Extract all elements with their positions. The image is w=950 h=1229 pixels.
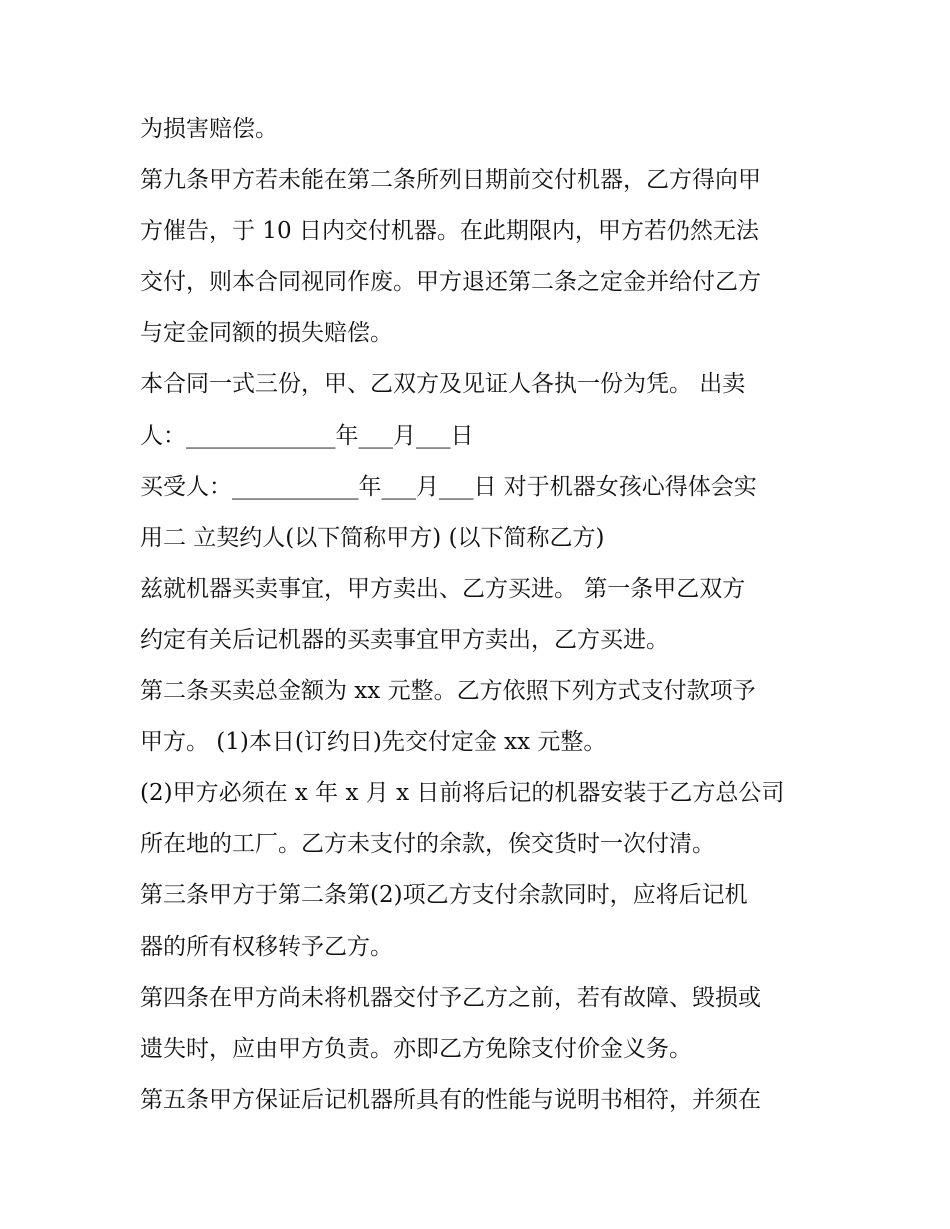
text-line: 甲方。 (1)本日(订约日)先交付定金 xx 元整。: [140, 729, 607, 756]
text-line: 器的所有权移转予乙方。: [140, 933, 393, 960]
text-line: 用二 立契约人(以下简称甲方) (以下简称乙方): [140, 524, 605, 551]
text-line: 兹就机器买卖事宜，甲方卖出、乙方买进。 第一条甲乙双方: [140, 575, 746, 602]
text-line: 第三条甲方于第二条第(2)项乙方支付余款同时，应将后记机: [140, 882, 748, 909]
text-line: 与定金同额的损失赔偿。: [140, 320, 393, 347]
text-line: 所在地的工厂。乙方未支付的余款，俟交货时一次付清。: [140, 831, 715, 858]
text-line: 人：_____________年___月___日: [140, 422, 474, 449]
contract-text: [140, 104, 820, 1126]
text-line: 买受人：___________年___月___日 对于机器女孩心得体会实: [140, 473, 757, 500]
text-line: (2)甲方必须在 x 年 x 月 x 日前将后记的机器安装于乙方总公司: [140, 780, 785, 807]
text-line: 第九条甲方若未能在第二条所列日期前交付机器，乙方得向甲: [140, 167, 761, 194]
text-line: 为损害赔偿。: [140, 116, 278, 142]
text-line: 遗失时，应由甲方负责。亦即乙方免除支付价金义务。: [140, 1035, 692, 1062]
text-line: 第五条甲方保证后记机器所具有的性能与说明书相符，并须在: [140, 1086, 761, 1113]
text-line: 方催告，于 10 日内交付机器。在此期限内，甲方若仍然无法: [140, 218, 759, 245]
text-line: 约定有关后记机器的买卖事宜甲方卖出，乙方买进。: [140, 626, 669, 653]
text-line: 第四条在甲方尚未将机器交付予乙方之前，若有故障、毁损或: [140, 984, 761, 1011]
text-line: 交付，则本合同视同作废。甲方退还第二条之定金并给付乙方: [140, 269, 761, 296]
text-line: 本合同一式三份，甲、乙双方及见证人各执一份为凭。 出卖: [140, 371, 746, 398]
text-line: 第二条买卖总金额为 xx 元整。乙方依照下列方式支付款项予: [140, 678, 756, 705]
